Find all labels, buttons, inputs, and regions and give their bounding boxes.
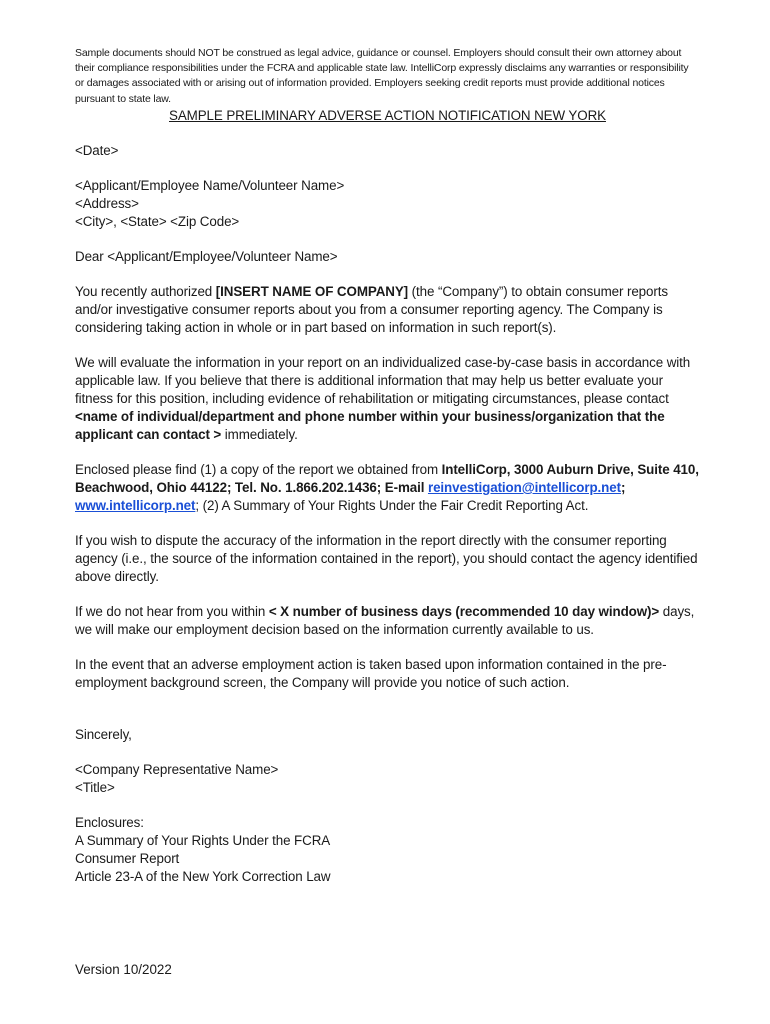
representative-name: <Company Representative Name>	[75, 761, 279, 777]
closing: Sincerely,	[75, 726, 132, 742]
letter-body	[75, 142, 700, 886]
representative-title: <Title>	[75, 779, 115, 795]
paragraph-authorization	[75, 283, 700, 337]
legal-disclaimer: Sample documents should NOT be construed as legal advice, guidance or counsel. Employers should consult their own attorney about their compliance responsibilities under the FCRA and applicable state law. IntelliCorp expressly disclaims any warranties or responsibility or damages associated with or arising out of information provided. Employers seeking credit reports must provide additional notices pursuant to state law.	[75, 47, 689, 105]
intellicorp-contact: IntelliCorp, 3000 Auburn Drive, Suite 410, Beachwood, Ohio 44122; Tel. No. 1.866.202.1436; E-mail	[75, 461, 699, 495]
para1-text-c: (the “Company”) to obtain consumer reports and/or investigative consumer reports about you from a consumer reporting agency. The Company is considering taking action in whole or in part based on information in such report(s).	[75, 283, 668, 335]
recipient-name: <Applicant/Employee Name/Volunteer Name>	[75, 177, 345, 193]
recipient-address	[75, 177, 700, 231]
document-title: SAMPLE PRELIMINARY ADVERSE ACTION NOTIFICATION NEW YORK	[169, 107, 606, 123]
para3-separator: ;	[620, 479, 626, 495]
enclosure-item: A Summary of Your Rights Under the FCRA	[75, 832, 331, 848]
paragraph-adverse-action: In the event that an adverse employment action is taken based upon information contained in the pre-employment background screen, the Company will provide you notice of such action.	[75, 656, 667, 690]
enclosure-item: Article 23-A of the New York Correction Law	[75, 868, 331, 884]
letter-page	[75, 46, 700, 886]
para2-text-a: We will evaluate the information in your report on an individualized case-by-case basis in accordance with applicable law. If you believe that there is additional information that may help us better evaluate your fitness for this position, including evidence of rehabilitation or mitigating circumstances, please contact	[75, 354, 691, 406]
salutation: Dear <Applicant/Employee/Volunteer Name>	[75, 248, 338, 264]
para5-text-a: If we do not hear from you within	[75, 603, 269, 619]
enclosure-item: Consumer Report	[75, 850, 180, 866]
date-placeholder: <Date>	[75, 142, 119, 158]
para3-text-a: Enclosed please find (1) a copy of the report we obtained from	[75, 461, 442, 477]
website-link[interactable]: www.intellicorp.net	[75, 497, 196, 513]
para3-text-d: ; (2) A Summary of Your Rights Under the Fair Credit Reporting Act.	[195, 497, 589, 513]
paragraph-dispute: If you wish to dispute the accuracy of the information in the report directly with the consumer reporting agency (i.e., the source of the information contained in the report), you should contact the agency identified above directly.	[75, 532, 698, 584]
signature-block	[75, 761, 700, 797]
paragraph-enclosed	[75, 461, 700, 515]
business-days-placeholder: < X number of business days (recommended 10 day window)>	[268, 603, 660, 619]
enclosures-block	[75, 814, 700, 886]
paragraph-deadline	[75, 603, 700, 639]
contact-placeholder: <name of individual/department and phone number within your business/organization that the applicant can contact >	[75, 408, 665, 442]
enclosures-heading: Enclosures:	[75, 814, 144, 830]
para1-text-a: You recently authorized	[75, 283, 216, 299]
recipient-street: <Address>	[75, 195, 139, 211]
paragraph-evaluation	[75, 354, 700, 444]
version-footer: Version 10/2022	[75, 962, 172, 977]
recipient-city-line: <City>, <State> <Zip Code>	[75, 213, 240, 229]
company-name-placeholder: [INSERT NAME OF COMPANY]	[215, 283, 409, 299]
para2-text-c: immediately.	[221, 426, 298, 442]
email-link[interactable]: reinvestigation@intellicorp.net	[427, 479, 621, 495]
para5-text-c: days, we will make our employment decision based on the information currently available to us.	[75, 603, 695, 637]
